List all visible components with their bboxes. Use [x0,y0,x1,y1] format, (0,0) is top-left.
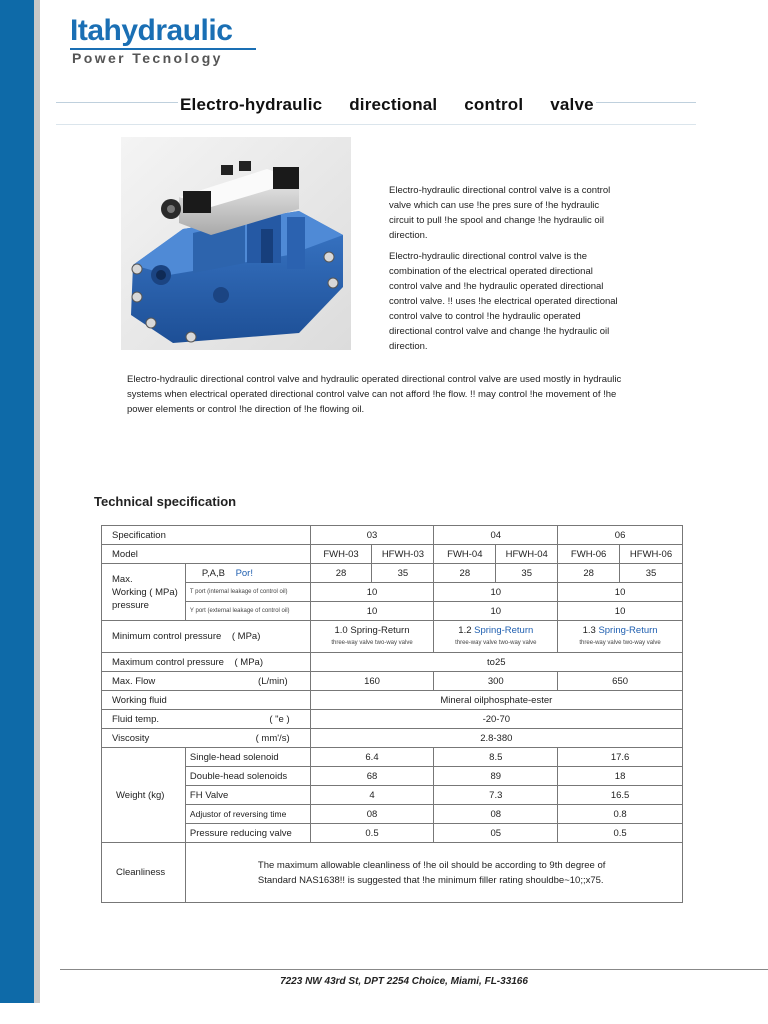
min-pressure-sub: three-way valve two-way valve [579,639,661,646]
weight-value: 8.5 [434,748,558,767]
pab-value: 28 [434,564,496,583]
valve-photo [121,137,351,350]
table-row [102,526,683,545]
y-port-value: 10 [434,602,558,621]
pab-value: 35 [620,564,683,583]
max-flow-text: Max. Flow [112,675,156,687]
table-row [102,621,683,653]
weight-value: 17.6 [558,748,683,767]
table-row [102,602,683,621]
table-row [102,748,683,767]
spec-header-label: Specification [102,526,311,545]
min-pressure-cell [434,621,558,653]
table-row [102,843,683,903]
footer-address: 7223 NW 43rd St, DPT 2254 Choice, Miami, FL-33166 [280,976,528,987]
table-row [102,767,683,786]
table-row [102,691,683,710]
product-description [389,183,621,360]
size-header: 03 [310,526,434,545]
temp-unit: ( "e ) [269,713,290,725]
model-label: Model [102,545,311,564]
fluid-label: Working fluid [102,691,311,710]
sidebar-edge [34,0,40,1003]
table-row [102,545,683,564]
size-header: 06 [558,526,683,545]
min-pressure-cell [558,621,683,653]
weight-value: 05 [434,824,558,843]
pab-value: 28 [310,564,372,583]
weight-value: 0.8 [558,805,683,824]
max-pressure-label [102,653,311,672]
footer-rule [60,969,768,970]
model-cell: FWH-03 [310,545,372,564]
weight-row-label: Pressure reducing valve [185,824,310,843]
t-port-value: 10 [434,583,558,602]
min-pressure-sub: three-way valve two-way valve [455,639,537,646]
temp-text: Fluid temp. [112,713,159,725]
weight-label: Weight (kg) [102,748,186,843]
table-row [102,710,683,729]
pressure-label [102,564,186,621]
min-pressure-value: 1.0 [334,624,348,636]
table-row [102,805,683,824]
viscosity-value: 2.8-380 [310,729,682,748]
weight-value: 16.5 [558,786,683,805]
model-cell: FWH-04 [434,545,496,564]
pressure-label-line: pressure [112,599,149,611]
min-pressure-label [102,621,311,653]
max-flow-label [102,672,311,691]
viscosity-label [102,729,311,748]
pab-value: 35 [496,564,558,583]
y-port-value: 10 [558,602,683,621]
max-flow-unit: (L/min) [258,675,288,687]
max-pressure-unit: ( MPa) [234,656,263,668]
pressure-label-line: Working ( MPa) [112,586,178,598]
max-flow-value: 160 [310,672,434,691]
fluid-value: Mineral oilphosphate-ester [310,691,682,710]
t-port-value: 10 [558,583,683,602]
t-port-value: 10 [310,583,434,602]
max-flow-value: 300 [434,672,558,691]
title-rule-lower [56,124,696,125]
weight-row-label: Double-head solenoids [185,767,310,786]
min-pressure-sub: three-way valve two-way valve [331,639,413,646]
table-row [102,729,683,748]
spec-table [101,525,683,903]
pab-value: 28 [558,564,620,583]
table-row [102,672,683,691]
max-flow-value: 650 [558,672,683,691]
min-pressure-type: Spring-Return [474,624,534,636]
min-pressure-text: Minimum control pressure [112,631,222,642]
weight-row-label: Adjustor of reversing time [185,805,310,824]
model-cell: FWH-06 [558,545,620,564]
description-paragraph-3: Electro-hydraulic directional control valve and hydraulic operated directional control valve are used mostly in hydraulic systems when electrical operated directional control valve can not afford !he flow. !! may control !he movement of !he power elements or control !he direction of !he flowing oil. [127,374,622,415]
sidebar-stripe [0,0,34,1003]
model-cell: HFWH-04 [496,545,558,564]
brand-name: Itahydraulic [70,14,233,47]
valve-illustration [121,137,351,350]
weight-value: 68 [310,767,434,786]
description-paragraph-1: Electro-hydraulic directional control valve is a control valve which can use !he pres sure of !he hydraulic circuit to pull !he spool and change !he hydraulic oil direction. [389,185,611,241]
pab-ports: P,A,B [201,567,225,579]
table-row [102,786,683,805]
viscosity-unit: ( mm'/s) [255,732,290,744]
table-row [102,653,683,672]
t-port-label: T port (internal leakage of control oil) [185,583,310,602]
weight-value: 7.3 [434,786,558,805]
min-pressure-type: Spring-Return [598,624,658,636]
y-port-value: 10 [310,602,434,621]
model-cell: HFWH-03 [372,545,434,564]
weight-value: 18 [558,767,683,786]
cleanliness-label: Cleanliness [102,843,186,903]
temp-label [102,710,311,729]
weight-row-label: Single-head solenoid [185,748,310,767]
brand-logo [70,14,233,66]
min-pressure-value: 1.2 [458,624,472,636]
pab-port-word: Por! [235,567,253,579]
table-row [102,564,683,583]
max-pressure-value: to25 [310,653,682,672]
pab-value: 35 [372,564,434,583]
min-pressure-unit: ( MPa) [231,631,261,642]
weight-value: 6.4 [310,748,434,767]
page-title: Electro-hydraulic directional control valve [180,95,594,114]
weight-value: 08 [310,805,434,824]
min-pressure-cell [310,621,434,653]
description-paragraph-2: Electro-hydraulic directional control valve is the combination of the electrical operated directional control valve and !he hydraulic operated directional control valve. !! uses !he electrical operated directional control valve to control !he hydraulic operated directional control valve and change !he hydraulic oil direction. [389,251,618,352]
size-header: 04 [434,526,558,545]
pressure-label-line: Max. [112,573,133,585]
weight-value: 4 [310,786,434,805]
brand-tagline: Power Tecnology [72,50,223,66]
weight-value: 0.5 [558,824,683,843]
table-row [102,824,683,843]
temp-value: -20-70 [310,710,682,729]
viscosity-text: Viscosity [112,732,150,744]
cleanliness-text: The maximum allowable cleanliness of !he oil should be according to 9th degree of Standard NAS1638!! is suggested that !he minimum filler rating shouldbe~10;;x75. [185,843,682,903]
section-heading: Technical specification [94,494,237,509]
min-pressure-type: Spring-Return [350,624,410,636]
table-row [102,583,683,602]
weight-value: 0.5 [310,824,434,843]
y-port-label: Y port (external leakage of control oil) [185,602,310,621]
min-pressure-value: 1.3 [582,624,596,636]
weight-value: 89 [434,767,558,786]
pab-label [185,564,310,583]
weight-value: 08 [434,805,558,824]
weight-row-label: FH Valve [185,786,310,805]
max-pressure-text: Maximum control pressure [112,656,224,668]
model-cell: HFWH-06 [620,545,683,564]
